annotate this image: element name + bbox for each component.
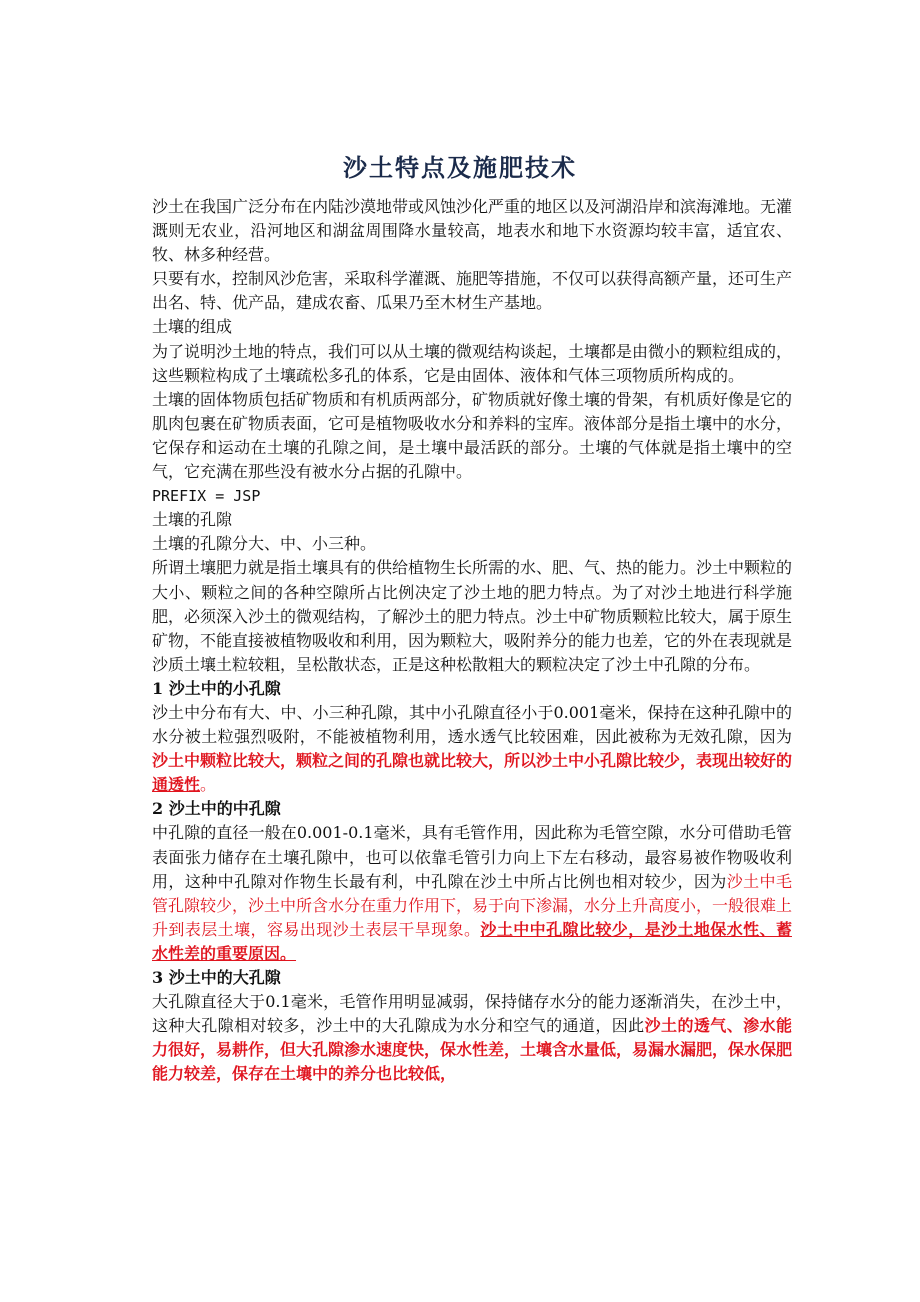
paragraph-medium-pores [152,821,792,966]
paragraph-measures: 只要有水，控制风沙危害，采取科学灌溉、施肥等措施，不仅可以获得高额产量，还可生产出名、特、优产品，建成农畜、瓜果乃至木材生产基地。 [152,269,793,313]
small-pores-end: 。 [200,775,217,795]
medium-pores-highlight: 沙土中毛管孔隙较少，沙土中所含水分在重力作用下，易于向下渗漏，水分上升高度小，一般很难上升到表层土壤，容易出现沙土表层干旱现象。 [152,871,793,939]
paragraph-pore-types: 土壤的孔隙分大、中、小三种。 [152,534,377,554]
heading-medium-pores: 2 沙土中的中孔隙 [152,799,281,819]
large-pores-text: 大孔隙直径大于0.1毫米，毛管作用明显减弱，保持储存水分的能力逐渐消失，在沙土中，这种大孔隙相对较多，沙土中的大孔隙成为水分和空气的通道，因此 [152,992,792,1036]
paragraph-distribution: 沙土在我国广泛分布在内陆沙漠地带或风蚀沙化严重的地区以及河湖沿岸和滨海滩地。无灌溉则无农业，沿河地区和湖盆周围降水量较高，地表水和地下水资源均较丰富，适宜农、牧、林多种经营。 [152,197,793,265]
paragraph-large-pores [152,990,792,1086]
heading-large-pores: 3 沙土中的大孔隙 [152,968,281,987]
medium-pores-conclusion: 沙土中中孔隙比较少，是沙土地保水性、蓄水性差的重要原因。 [152,919,792,963]
heading-soil-pores: 土壤的孔隙 [152,510,233,530]
large-pores-highlight: 沙土的透气、渗水能力很好，易耕作，但大孔隙渗水速度快，保水性差，土壤含水量低，易漏水漏肥，保水保肥能力较差，保存在土壤中的养分也比较低， [152,1016,793,1084]
heading-small-pores: 1 沙土中的小孔隙 [152,678,281,698]
permeability-term: 通透性 [152,775,201,795]
small-pores-highlight: 沙土中颗粒比较大，颗粒之间的孔隙也就比较大，所以沙土中小孔隙比较少，表现出较好的 [152,751,793,771]
small-pores-text: 沙土中分布有大、中、小三种孔隙，其中小孔隙直径小于0.001毫米，保持在这种孔隙中的水分被土粒强烈吸附，不能被植物利用，透水透气比较困难，因此被称为无效孔隙，因为 [152,702,792,747]
prefix-line: PREFIX = JSP [152,487,261,506]
document-body [152,195,792,1086]
document-title: 沙土特点及施肥技术 [343,154,577,182]
paragraph-microstructure: 为了说明沙土地的特点，我们可以从土壤的微观结构谈起，土壤都是由微小的颗粒组成的，这些颗粒构成了土壤疏松多孔的体系，它是由固体、液体和气体三项物质所构成的。 [152,341,793,385]
paragraph-small-pores [152,701,792,797]
paragraph-fertility: 所谓土壤肥力就是指土壤具有的供给植物生长所需的水、肥、气、热的能力。沙土中颗粒的大小、颗粒之间的各种空隙所占比例决定了沙土地的肥力特点。为了对沙土地进行科学施肥，必须深入沙土的微观结构，了解沙土的肥力特点。沙土中矿物质颗粒比较大，属于原生矿物，不能直接被植物吸收和利用，因为颗粒大，吸附养分的能力也差，它的外在表现就是沙质土壤土粒较粗，呈松散状态，正是这种松散粗大的颗粒决定了沙土中孔隙的分布。 [152,558,793,674]
medium-pores-text: 中孔隙的直径一般在0.001-0.1毫米，具有毛管作用，因此称为毛管空隙，水分可借助毛管表面张力储存在土壤孔隙中，也可以依靠毛管引力向上下左右移动，最容易被作物吸收利用，这种中孔隙对作物生长最有利，中孔隙在沙土中所占比例也相对较少，因为 [152,823,792,891]
paragraph-soil-phases: 土壤的固体物质包括矿物质和有机质两部分，矿物质就好像土壤的骨架，有机质好像是它的肌肉包裹在矿物质表面，它可是植物吸收水分和养料的宝库。液体部分是指土壤中的水分，它保存和运动在土壤的孔隙之间，是土壤中最活跃的部分。土壤的气体就是指土壤中的空气，它充满在那些没有被水分占据的孔隙中。 [152,389,793,482]
heading-soil-composition: 土壤的组成 [152,317,233,337]
